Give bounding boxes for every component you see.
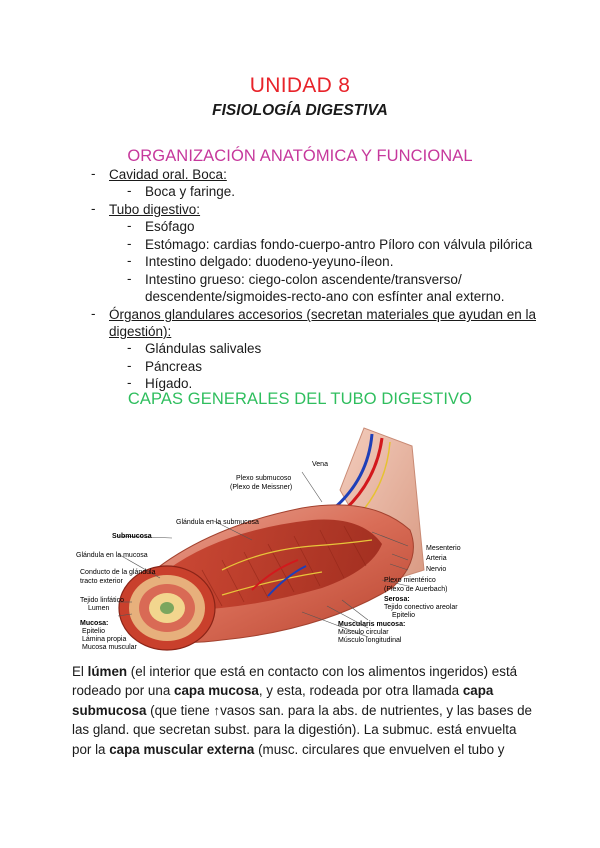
unit-title: UNIDAD 8 <box>249 74 351 97</box>
bullet-dash: - <box>127 271 132 286</box>
label-mesenterio: Mesenterio <box>426 545 461 552</box>
label-mucosa-muscular: Mucosa muscular <box>82 644 137 651</box>
bullet-dash: - <box>91 201 96 216</box>
label-conducto: Conducto de la glándula <box>80 569 156 576</box>
text-run: El <box>72 664 88 679</box>
term-capa-muscular-externa: capa muscular externa <box>109 741 255 757</box>
sub-item: Hígado. <box>145 376 193 391</box>
paragraph-line <box>72 681 532 700</box>
label-arteria: Arteria <box>426 555 447 562</box>
sub-item: Intestino grueso: ciego-colon ascendente/transverso/ <box>145 272 462 287</box>
text-run: (musc. circulares que envuelven el tubo y <box>254 741 505 757</box>
bullet-dash: - <box>127 183 132 198</box>
label-glandula-submucosa: Glándula en la submucosa <box>176 519 259 526</box>
text-run: rodeado por una <box>72 683 174 699</box>
label-mucosa: Mucosa: <box>80 620 109 627</box>
label-epitelio: Epitelio <box>82 628 105 635</box>
sub-item: Intestino delgado: duodeno-yeyuno-íleon. <box>145 254 394 269</box>
unit-subject: FISIOLOGÍA DIGESTIVA <box>212 102 388 119</box>
bullet-dash: - <box>127 253 132 268</box>
label-plexo-auerbach: (Plexo de Auerbach) <box>384 586 448 593</box>
text-run: , y esta, rodeada por otra llamada <box>258 683 463 699</box>
label-plexo-meissner: (Plexo de Meissner) <box>230 484 293 491</box>
term-lumen: lúmen <box>87 664 128 679</box>
list-item-tubo-digestivo: Tubo digestivo: <box>109 202 201 217</box>
paragraph-line <box>72 662 532 681</box>
bullet-dash: - <box>91 166 96 181</box>
bullet-dash: - <box>127 375 132 390</box>
bullet-dash: - <box>127 236 132 251</box>
label-muscularis: Muscularis mucosa: <box>338 621 406 628</box>
label-submucosa: Submucosa <box>112 533 152 540</box>
label-plexo-mienterico: Plexo mientérico <box>384 577 436 584</box>
sub-item: Esófago <box>145 219 195 234</box>
section-heading-capas: CAPAS GENERALES DEL TUBO DIGESTIVO <box>127 390 473 408</box>
label-musculo-longitudinal: Músculo longitudinal <box>338 637 402 644</box>
label-tejido-conectivo: Tejido conectivo areolar <box>384 604 458 611</box>
list-item-cavidad-oral: Cavidad oral. Boca: <box>109 167 227 182</box>
list-item-organos-glandulares-cont: digestión): <box>109 324 172 339</box>
sub-item: Glándulas salivales <box>145 341 262 356</box>
list-item-organos-glandulares: Órganos glandulares accesorios (secretan materiales que ayudan en la <box>109 307 536 322</box>
label-glandula-mucosa: Glándula en la mucosa <box>76 552 148 559</box>
paragraph-line <box>72 740 532 759</box>
section-heading-organizacion: ORGANIZACIÓN ANATÓMICA Y FUNCIONAL <box>127 147 473 165</box>
sub-item: Páncreas <box>145 359 203 374</box>
paragraph-line: las gland. que secretan subst. para la digestión). La submuc. está envuelta <box>72 722 517 738</box>
digestive-tube-illustration <box>72 420 532 660</box>
bullet-dash: - <box>91 306 96 321</box>
label-serosa: Serosa: <box>384 596 410 603</box>
label-epitelio-serosa: Epitelio <box>392 612 415 619</box>
label-plexo-submucoso: Plexo submucoso <box>236 475 292 482</box>
paragraph-line <box>72 701 532 720</box>
bullet-dash: - <box>127 358 132 373</box>
label-lumen: Lumen <box>88 605 110 612</box>
label-musculo-circular: Músculo circular <box>338 629 389 636</box>
text-run: por la <box>72 741 110 757</box>
body-paragraph <box>72 662 532 759</box>
text-run: (el interior que está en contacto con los alimentos ingeridos) está <box>127 664 518 679</box>
label-nervio: Nervio <box>426 566 447 573</box>
term-submucosa: submucosa <box>72 702 147 718</box>
bullet-dash: - <box>127 340 132 355</box>
sub-item-continuation: descendente/sigmoides-recto-ano con esfínter anal externo. <box>145 289 505 304</box>
label-vena: Vena <box>312 461 328 468</box>
term-capa: capa <box>462 683 494 699</box>
sub-item: Estómago: cardias fondo-cuerpo-antro Píloro con válvula pilórica <box>145 237 533 252</box>
label-lamina-propia: Lámina propia <box>82 636 127 643</box>
label-tejido-linfatico: Tejido linfático <box>80 597 124 604</box>
label-tracto-exterior: tracto exterior <box>80 578 123 585</box>
sub-item: Boca y faringe. <box>145 184 236 199</box>
text-run: (que tiene ↑vasos san. para la abs. de nutrientes, y las bases de <box>146 702 533 718</box>
digestive-tube-diagram <box>72 420 532 660</box>
term-capa-mucosa: capa mucosa <box>174 683 259 699</box>
bullet-dash: - <box>127 218 132 233</box>
